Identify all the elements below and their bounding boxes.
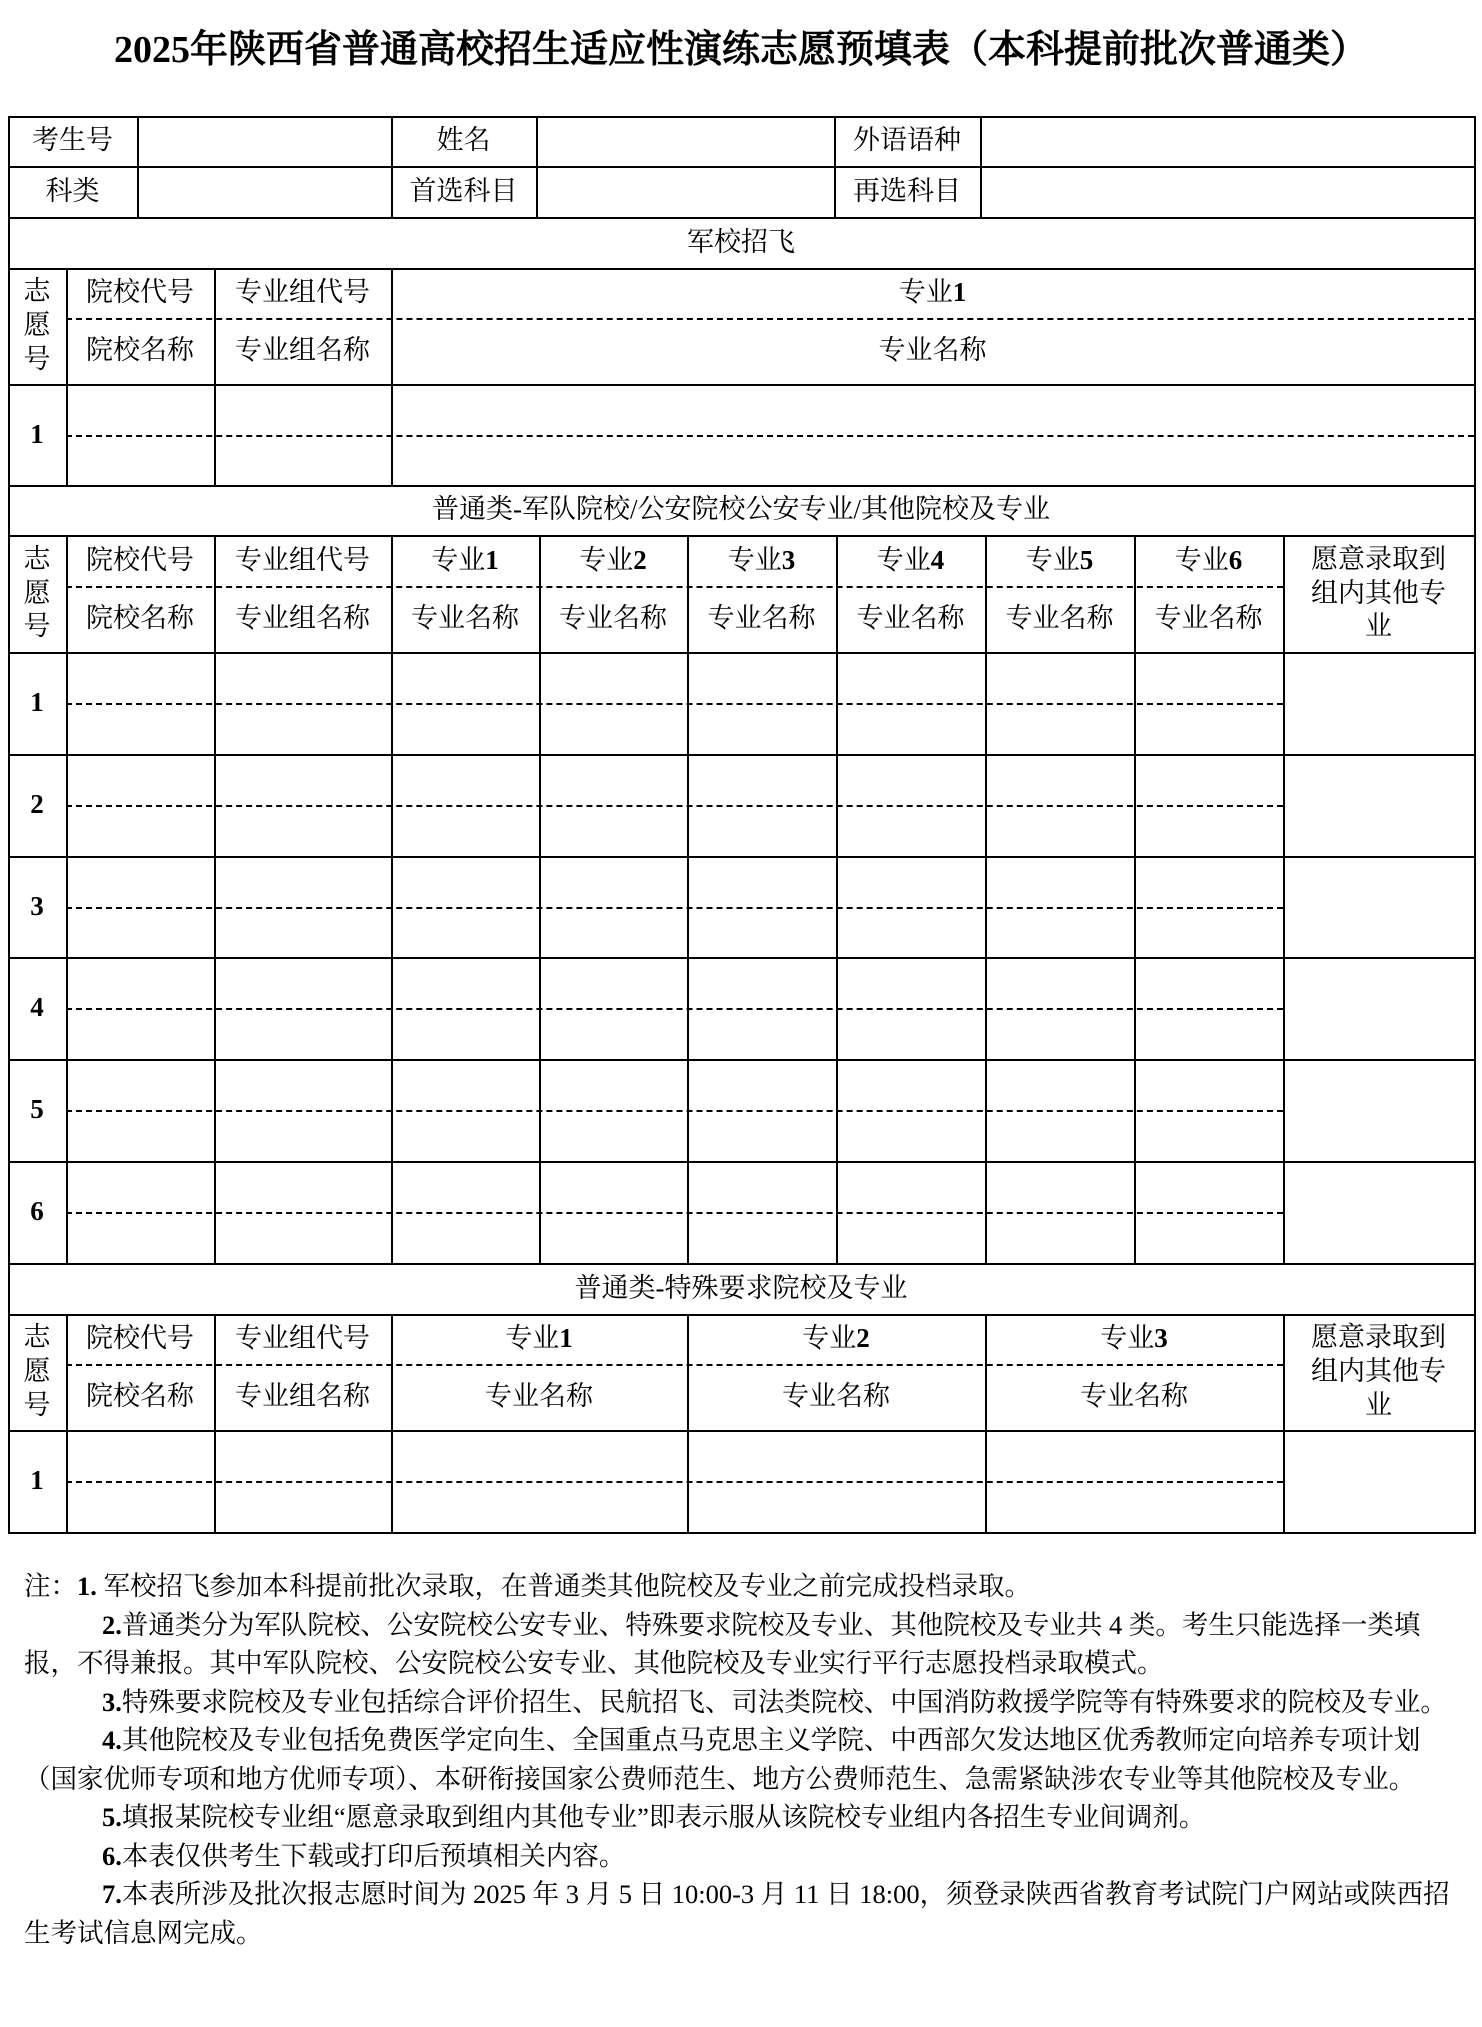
- exam-number-label: 考生号: [32, 125, 113, 156]
- second-subject-field[interactable]: [982, 168, 1474, 217]
- special-requirements-row-1-code-field-5[interactable]: [987, 1432, 1283, 1481]
- general-parallel-row-2-name-field-4[interactable]: [541, 807, 687, 856]
- military-flight-school-name-header: 院校名称: [86, 335, 194, 366]
- military-flight-title: 军校招飞: [687, 226, 795, 257]
- general-parallel-row-5-code-field-3[interactable]: [393, 1061, 539, 1110]
- special-requirements-row-1-name-field-5[interactable]: [987, 1483, 1283, 1532]
- special-requirements-major-3-header: [985, 1314, 1283, 1364]
- special-requirements-school-name-header: 院校名称: [86, 1381, 194, 1412]
- general-parallel-row-2-code-field-2[interactable]: [216, 756, 391, 805]
- form-title: 2025年陕西省普通高校招生适应性演练志愿预填表（本科提前批次普通类）: [113, 29, 1368, 71]
- general-parallel-row-6-name-field-2[interactable]: [216, 1214, 391, 1263]
- note-item: [24, 1683, 1456, 1722]
- special-requirements-major-2-header: [687, 1314, 985, 1364]
- foreign-language-field[interactable]: [982, 118, 1474, 166]
- general-parallel-row-5-code-field-2[interactable]: [216, 1061, 391, 1110]
- general-parallel-row-4-code-field-1[interactable]: [68, 959, 214, 1008]
- special-requirements-major-2-name-header: 专业名称: [782, 1381, 890, 1412]
- note-text: 特殊要求院校及专业包括综合评价招生、民航招飞、司法类院校、中国消防救援学院等有特殊要求的院校及专业。: [121, 1686, 1447, 1717]
- general-parallel-row-5-accept-other-field[interactable]: [1285, 1061, 1474, 1161]
- general-parallel-major-5-header: [985, 535, 1134, 586]
- general-parallel-major-6-header: [1134, 535, 1283, 586]
- major-label: 专业: [727, 544, 782, 575]
- major-number: 1: [485, 544, 499, 575]
- name-label: 姓名: [436, 125, 491, 156]
- general-parallel-row-5-name-field-4[interactable]: [541, 1112, 687, 1161]
- general-parallel-row-3-code-field-7[interactable]: [987, 858, 1134, 907]
- general-parallel-row-5-name-field-2[interactable]: [216, 1112, 391, 1161]
- general-parallel-row-1-code-field-7[interactable]: [987, 654, 1134, 703]
- general-parallel-choice-number-header: [8, 535, 66, 652]
- general-parallel-row-4-name-field-2[interactable]: [216, 1010, 391, 1059]
- military-flight-group-name-header: 专业组名称: [235, 335, 370, 366]
- major-label: 专业: [802, 1323, 857, 1354]
- general-parallel-row-6-name-field-3[interactable]: [393, 1214, 539, 1263]
- general-parallel-row-4-name-field-1[interactable]: [68, 1010, 214, 1059]
- special-requirements-row-1-code-field-1[interactable]: [68, 1432, 214, 1481]
- note-number: 2.: [102, 1609, 122, 1640]
- general-parallel-row-6-code-field-7[interactable]: [987, 1163, 1134, 1212]
- second-subject-label: 再选科目: [853, 175, 961, 206]
- general-parallel-major-6-name-header: 专业名称: [1154, 603, 1263, 634]
- general-parallel-row-3-name-field-3[interactable]: [393, 909, 539, 957]
- general-parallel-major-4-name-header: 专业名称: [856, 603, 965, 634]
- general-parallel-row-1-name-field-1[interactable]: [68, 705, 214, 754]
- note-number: 7.: [102, 1879, 122, 1909]
- major-number: 1: [559, 1323, 573, 1354]
- general-parallel-row-2-number: 2: [30, 788, 44, 819]
- note-number: 5.: [102, 1802, 122, 1832]
- military-flight-row-1-name-field-3[interactable]: [393, 437, 1474, 485]
- general-parallel-row-1-code-field-4[interactable]: [541, 654, 687, 703]
- general-parallel-major-5-name-header: 专业名称: [1005, 603, 1114, 634]
- first-subject-field[interactable]: [538, 168, 834, 217]
- note-text: 本表仅供考生下载或打印后预填相关内容。: [121, 1840, 626, 1871]
- major-number: 1: [952, 277, 967, 308]
- general-parallel-row-4-accept-other-field[interactable]: [1285, 959, 1474, 1059]
- general-parallel-accept-other-header-line: 业: [1365, 611, 1392, 642]
- name-field[interactable]: [538, 118, 834, 166]
- general-parallel-row-2-code-field-1[interactable]: [68, 756, 214, 805]
- general-parallel-row-6-code-field-1[interactable]: [68, 1163, 214, 1212]
- military-flight-major-1-name-header: 专业名称: [878, 335, 987, 366]
- general-parallel-row-5-code-field-1[interactable]: [68, 1061, 214, 1110]
- general-parallel-row-5-name-field-7[interactable]: [987, 1112, 1134, 1161]
- general-parallel-row-3-name-field-6[interactable]: [838, 909, 985, 957]
- general-parallel-row-1-code-field-8[interactable]: [1136, 654, 1283, 703]
- general-parallel-row-1-name-field-4[interactable]: [541, 705, 687, 754]
- general-parallel-row-2-code-field-7[interactable]: [987, 756, 1134, 805]
- exam-number-field[interactable]: [139, 118, 391, 166]
- general-parallel-school-code-header: 院校代号: [86, 544, 194, 575]
- note-item: [24, 1606, 1456, 1683]
- general-parallel-major-3-name-header: 专业名称: [707, 603, 816, 634]
- general-parallel-major-1-header: [391, 535, 539, 586]
- note-item: [24, 1798, 1456, 1837]
- general-parallel-row-1-code-field-6[interactable]: [838, 654, 985, 703]
- major-label: 专业: [1100, 1323, 1155, 1354]
- note-text: 其他院校及专业包括免费医学定向生、全国重点马克思主义学院、中西部欠发达地区优秀教师定向培养专项计划（国家优师专项和地方优师专项）、本研衔接国家公费师范生、地方公费师范生、急需紧缺涉农专业等其他院校及专业。: [24, 1725, 1421, 1794]
- general-parallel-row-2-name-field-1[interactable]: [68, 807, 214, 856]
- general-parallel-row-2-accept-other-field[interactable]: [1285, 756, 1474, 856]
- special-requirements-school-code-header: 院校代号: [86, 1323, 194, 1354]
- general-parallel-row-6-accept-other-field[interactable]: [1285, 1163, 1474, 1263]
- special-requirements-row-1-name-field-2[interactable]: [216, 1483, 391, 1532]
- general-parallel-choice-number-header-line: 号: [23, 611, 51, 642]
- general-parallel-row-5-name-field-6[interactable]: [838, 1112, 985, 1161]
- general-parallel-row-2-code-field-5[interactable]: [689, 756, 836, 805]
- general-parallel-choice-number-header-line: 志: [23, 543, 51, 574]
- general-parallel-major-2-header: [539, 535, 687, 586]
- first-subject-label: 首选科目: [409, 175, 518, 206]
- general-parallel-row-4-name-field-7[interactable]: [987, 1010, 1134, 1059]
- special-requirements-major-3-name-header: 专业名称: [1080, 1381, 1188, 1412]
- category-field[interactable]: [139, 168, 391, 217]
- general-parallel-group-code-header: 专业组代号: [235, 544, 370, 575]
- general-parallel-row-6-name-field-7[interactable]: [987, 1214, 1134, 1263]
- military-flight-choice-number-header-line: 号: [23, 343, 51, 374]
- general-parallel-row-5-code-field-4[interactable]: [541, 1061, 687, 1110]
- general-parallel-row-3-name-field-2[interactable]: [216, 909, 391, 957]
- military-flight-row-1-code-field-1[interactable]: [68, 386, 214, 435]
- general-parallel-row-3-code-field-2[interactable]: [216, 858, 391, 907]
- special-requirements-choice-number-header-line: 志: [23, 1322, 51, 1353]
- major-number: 2: [856, 1323, 870, 1354]
- general-parallel-row-5-name-field-3[interactable]: [393, 1112, 539, 1161]
- major-label: 专业: [1025, 544, 1080, 575]
- general-parallel-row-1-name-field-6[interactable]: [838, 705, 985, 754]
- general-parallel-row-6-code-field-3[interactable]: [393, 1163, 539, 1212]
- note-item: [24, 1837, 1456, 1876]
- military-flight-row-1-name-field-2[interactable]: [216, 437, 391, 485]
- general-parallel-row-3-name-field-4[interactable]: [541, 909, 687, 957]
- general-parallel-accept-other-header-line: 愿意录取到: [1311, 543, 1446, 574]
- general-parallel-row-2-name-field-2[interactable]: [216, 807, 391, 856]
- major-number: 2: [633, 544, 647, 575]
- general-parallel-row-6-name-field-4[interactable]: [541, 1214, 687, 1263]
- general-parallel-school-name-header: 院校名称: [86, 603, 194, 634]
- note-number: 4.: [102, 1725, 122, 1755]
- general-parallel-row-6-code-field-5[interactable]: [689, 1163, 836, 1212]
- note-item: [24, 1567, 1456, 1606]
- special-requirements-accept-other-header-line: 组内其他专: [1311, 1356, 1446, 1387]
- major-number: 6: [1228, 544, 1243, 575]
- general-parallel-row-6-code-field-8[interactable]: [1136, 1163, 1283, 1212]
- note-text: 军校招飞参加本科提前批次录取，在普通类其他院校及专业之前完成投档录取。: [96, 1571, 1031, 1601]
- special-requirements-accept-other-header-line: 愿意录取到: [1311, 1322, 1446, 1353]
- military-flight-row-1-name-field-1[interactable]: [68, 437, 214, 485]
- special-requirements-accept-other-header: [1283, 1314, 1474, 1430]
- general-parallel-row-3-code-field-8[interactable]: [1136, 858, 1283, 907]
- general-parallel-row-1-name-field-8[interactable]: [1136, 705, 1283, 754]
- table-right-border: [1474, 116, 1476, 1533]
- general-parallel-row-1-name-field-5[interactable]: [689, 705, 836, 754]
- general-parallel-row-5-name-field-5[interactable]: [689, 1112, 836, 1161]
- general-parallel-row-2-name-field-6[interactable]: [838, 807, 985, 856]
- note-number: 3.: [102, 1686, 122, 1717]
- military-flight-choice-number-header-line: 愿: [23, 310, 51, 341]
- general-parallel-row-2-name-field-5[interactable]: [689, 807, 836, 856]
- general-parallel-row-4-name-field-3[interactable]: [393, 1010, 539, 1059]
- general-parallel-row-2-name-field-3[interactable]: [393, 807, 539, 856]
- general-parallel-row-4-name-field-6[interactable]: [838, 1010, 985, 1059]
- special-requirements-major-1-header: [391, 1314, 687, 1364]
- general-parallel-row-4-name-field-5[interactable]: [689, 1010, 836, 1059]
- general-parallel-row-4-name-field-4[interactable]: [541, 1010, 687, 1059]
- note-prefix: 注：: [24, 1571, 77, 1601]
- general-parallel-row-3-name-field-7[interactable]: [987, 909, 1134, 957]
- military-flight-row-1-code-field-3[interactable]: [393, 386, 1474, 435]
- general-parallel-row-1-code-field-1[interactable]: [68, 654, 214, 703]
- note-item: [24, 1875, 1456, 1952]
- special-requirements-row-1-accept-other-field[interactable]: [1285, 1432, 1474, 1532]
- general-parallel-title: 普通类-军队院校/公安院校公安专业/其他院校及专业: [432, 494, 1050, 525]
- major-label: 专业: [876, 544, 931, 575]
- general-parallel-major-2-name-header: 专业名称: [559, 603, 667, 634]
- general-parallel-row-1-code-field-5[interactable]: [689, 654, 836, 703]
- general-parallel-row-5-code-field-7[interactable]: [987, 1061, 1134, 1110]
- general-parallel-row-4-code-field-6[interactable]: [838, 959, 985, 1008]
- special-requirements-row-1-number: 1: [30, 1465, 44, 1496]
- general-parallel-row-1-code-field-2[interactable]: [216, 654, 391, 703]
- special-requirements-row-1-code-field-2[interactable]: [216, 1432, 391, 1481]
- general-parallel-row-3-number: 3: [30, 890, 44, 921]
- general-parallel-accept-other-header: [1283, 535, 1474, 652]
- general-parallel-row-5-name-field-1[interactable]: [68, 1112, 214, 1161]
- note-text: 本表所涉及批次报志愿时间为 2025 年 3 月 5 日 10:00-3 月 11 日 18:00，须登录陕西省教育考试院门户网站或陕西招生考试信息网完成。: [24, 1879, 1450, 1948]
- general-parallel-row-6-name-field-8[interactable]: [1136, 1214, 1283, 1263]
- general-parallel-row-4-code-field-3[interactable]: [393, 959, 539, 1008]
- general-parallel-row-4-number: 4: [30, 992, 44, 1023]
- military-flight-row-1-number: 1: [30, 418, 44, 449]
- military-flight-school-code-header: 院校代号: [86, 277, 194, 308]
- major-number: 4: [930, 544, 945, 575]
- general-parallel-row-1-name-field-2[interactable]: [216, 705, 391, 754]
- major-label: 专业: [1174, 544, 1229, 575]
- general-parallel-row-3-accept-other-field[interactable]: [1285, 858, 1474, 958]
- general-parallel-row-4-code-field-8[interactable]: [1136, 959, 1283, 1008]
- general-parallel-major-4-header: [836, 535, 985, 586]
- general-parallel-row-5-name-field-8[interactable]: [1136, 1112, 1283, 1161]
- general-parallel-row-2-name-field-8[interactable]: [1136, 807, 1283, 856]
- general-parallel-row-5-code-field-6[interactable]: [838, 1061, 985, 1110]
- major-label: 专业: [898, 277, 953, 308]
- general-parallel-row-6-code-field-6[interactable]: [838, 1163, 985, 1212]
- table-border: [8, 1532, 1476, 1534]
- general-parallel-row-6-number: 6: [30, 1196, 44, 1226]
- general-parallel-row-6-name-field-6[interactable]: [838, 1214, 985, 1263]
- general-parallel-row-1-code-field-3[interactable]: [393, 654, 539, 703]
- general-parallel-row-6-name-field-5[interactable]: [689, 1214, 836, 1263]
- special-requirements-row-1-code-field-3[interactable]: [393, 1432, 687, 1481]
- note-text: 普通类分为军队院校、公安院校公安专业、特殊要求院校及专业、其他院校及专业共 4 类。考生只能选择一类填报，不得兼报。其中军队院校、公安院校公安专业、其他院校及专业实行平行志愿投档录取模式。: [24, 1609, 1421, 1678]
- special-requirements-major-1-name-header: 专业名称: [485, 1381, 593, 1412]
- note-text: 填报某院校专业组“愿意录取到组内其他专业”即表示服从该院校专业组内各招生专业间调剂。: [121, 1802, 1206, 1832]
- general-parallel-row-5-number: 5: [30, 1094, 44, 1125]
- general-parallel-row-3-code-field-1[interactable]: [68, 858, 214, 907]
- general-parallel-row-1-name-field-3[interactable]: [393, 705, 539, 754]
- military-flight-row-1-code-field-2[interactable]: [216, 386, 391, 435]
- general-parallel-row-5-code-field-8[interactable]: [1136, 1061, 1283, 1110]
- general-parallel-row-4-code-field-2[interactable]: [216, 959, 391, 1008]
- general-parallel-row-1-accept-other-field[interactable]: [1285, 654, 1474, 754]
- special-requirements-accept-other-header-line: 业: [1365, 1389, 1392, 1420]
- special-requirements-choice-number-header-line: 号: [23, 1389, 51, 1420]
- general-parallel-row-2-code-field-8[interactable]: [1136, 756, 1283, 805]
- general-parallel-row-2-code-field-6[interactable]: [838, 756, 985, 805]
- special-requirements-group-name-header: 专业组名称: [235, 1381, 370, 1412]
- general-parallel-row-3-code-field-4[interactable]: [541, 858, 687, 907]
- general-parallel-row-4-code-field-4[interactable]: [541, 959, 687, 1008]
- major-label: 专业: [579, 544, 634, 575]
- special-requirements-row-1-name-field-3[interactable]: [393, 1483, 687, 1532]
- major-label: 专业: [505, 1323, 560, 1354]
- general-parallel-row-4-name-field-8[interactable]: [1136, 1010, 1283, 1059]
- general-parallel-row-4-code-field-7[interactable]: [987, 959, 1134, 1008]
- general-parallel-group-name-header: 专业组名称: [235, 603, 370, 634]
- major-label: 专业: [431, 544, 486, 575]
- note-number: 1.: [77, 1571, 97, 1601]
- general-parallel-row-6-name-field-1[interactable]: [68, 1214, 214, 1263]
- general-parallel-row-3-code-field-3[interactable]: [393, 858, 539, 907]
- special-requirements-choice-number-header: [8, 1314, 66, 1430]
- military-flight-choice-number-header: [8, 268, 66, 384]
- major-number: 3: [781, 544, 796, 575]
- general-parallel-row-5-code-field-5[interactable]: [689, 1061, 836, 1110]
- general-parallel-row-2-code-field-4[interactable]: [541, 756, 687, 805]
- general-parallel-row-3-code-field-6[interactable]: [838, 858, 985, 907]
- general-parallel-major-1-name-header: 专业名称: [411, 603, 519, 634]
- special-requirements-choice-number-header-line: 愿: [23, 1356, 51, 1387]
- general-parallel-row-2-code-field-3[interactable]: [393, 756, 539, 805]
- category-label: 科类: [45, 175, 100, 206]
- general-parallel-major-3-header: [687, 535, 836, 586]
- note-item: [24, 1721, 1456, 1798]
- general-parallel-row-3-name-field-1[interactable]: [68, 909, 214, 957]
- general-parallel-row-6-code-field-2[interactable]: [216, 1163, 391, 1212]
- special-requirements-title: 普通类-特殊要求院校及专业: [574, 1272, 908, 1303]
- special-requirements-group-code-header: 专业组代号: [235, 1323, 370, 1354]
- major-number: 5: [1079, 544, 1094, 575]
- general-parallel-row-3-name-field-8[interactable]: [1136, 909, 1283, 957]
- special-requirements-row-1-code-field-4[interactable]: [689, 1432, 985, 1481]
- major-number: 3: [1154, 1323, 1168, 1354]
- general-parallel-accept-other-header-line: 组内其他专: [1311, 577, 1446, 608]
- note-number: 6.: [102, 1840, 122, 1871]
- foreign-language-label: 外语语种: [853, 125, 961, 156]
- military-flight-group-code-header: 专业组代号: [235, 277, 370, 308]
- military-flight-choice-number-header-line: 志: [23, 276, 51, 307]
- special-requirements-row-1-name-field-1[interactable]: [68, 1483, 214, 1532]
- general-parallel-row-1-name-field-7[interactable]: [987, 705, 1134, 754]
- general-parallel-row-6-code-field-4[interactable]: [541, 1163, 687, 1212]
- general-parallel-row-3-code-field-5[interactable]: [689, 858, 836, 907]
- general-parallel-row-1-number: 1: [30, 687, 44, 717]
- general-parallel-row-2-name-field-7[interactable]: [987, 807, 1134, 856]
- general-parallel-row-4-code-field-5[interactable]: [689, 959, 836, 1008]
- military-flight-major-1-header: [391, 268, 1474, 318]
- general-parallel-choice-number-header-line: 愿: [23, 577, 51, 608]
- notes-section: [24, 1567, 1456, 1952]
- special-requirements-row-1-name-field-4[interactable]: [689, 1483, 985, 1532]
- general-parallel-row-3-name-field-5[interactable]: [689, 909, 836, 957]
